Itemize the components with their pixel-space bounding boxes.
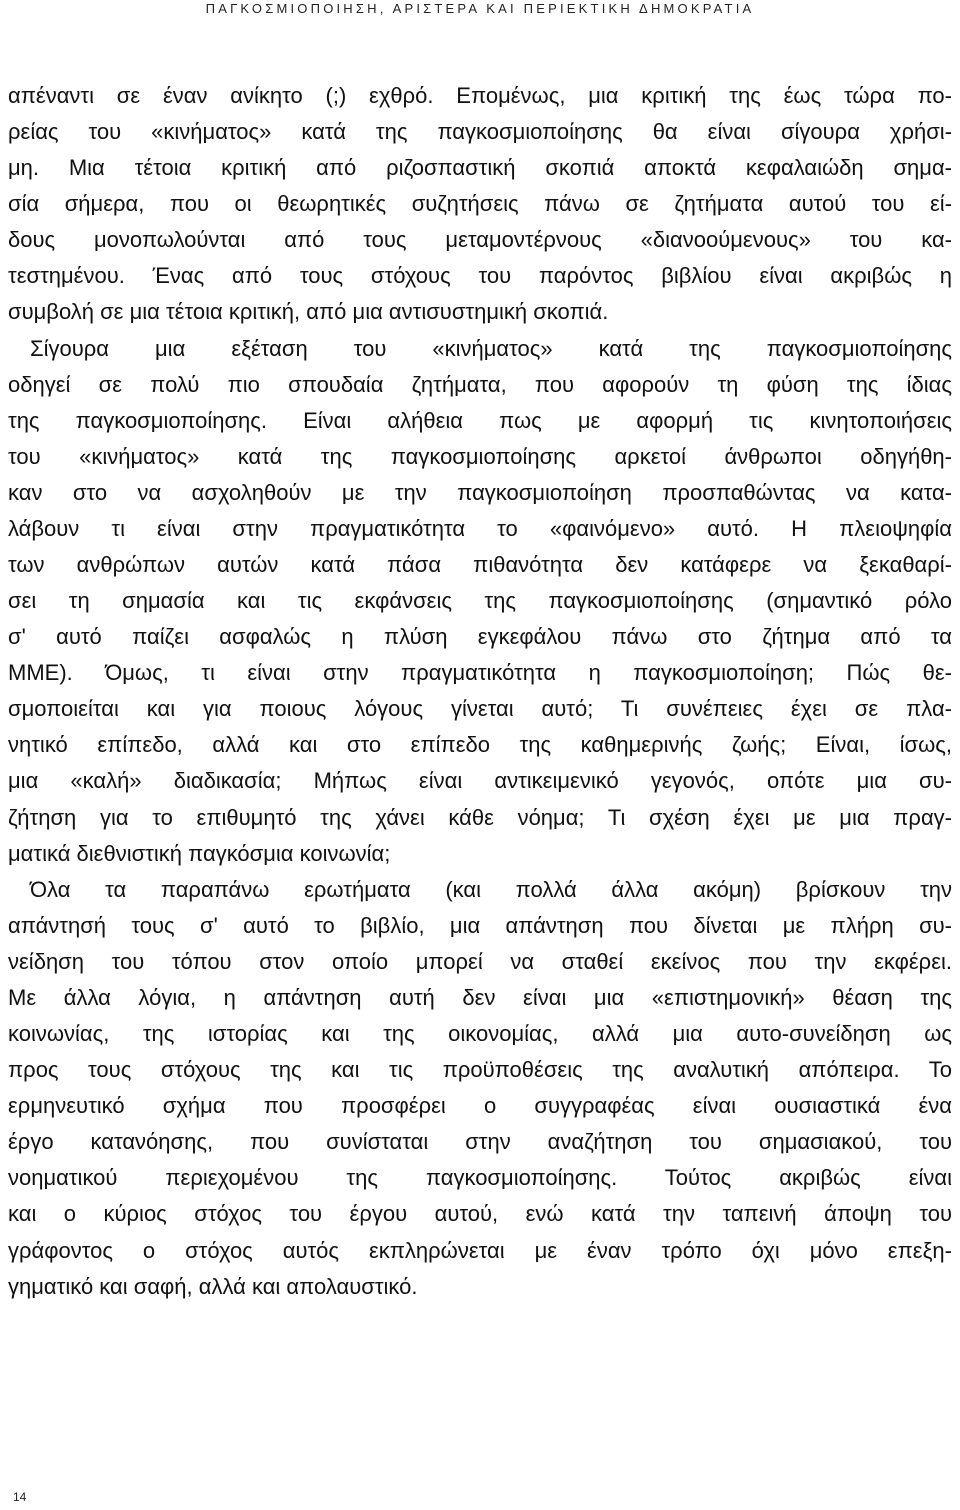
text-line: γράφοντος ο στόχος αυτός εκπληρώνεται με έναν τρόπο όχι μόνο επεξη- bbox=[8, 1237, 952, 1263]
text-line: νείδηση του τόπου στον οποίο μπορεί να σταθεί εκείνος που την εκφέρει. bbox=[8, 948, 952, 974]
text-line: σία σήμερα, που οι θεωρητικές συζητήσεις πάνω σε ζητήματα αυτού του εί- bbox=[8, 191, 952, 217]
text-line: λάβουν τι είναι στην πραγματικότητα το «φαινόμενο» αυτό. Η πλειοψηφία bbox=[8, 515, 952, 541]
text-line: ματικά διεθνιστική παγκόσμια κοινωνία; bbox=[8, 840, 391, 866]
text-line: καν στο να ασχοληθούν με την παγκοσμιοποίηση προσπαθώντας να κατα- bbox=[8, 479, 952, 505]
text-line: νοηματικού περιεχομένου της παγκοσμιοποίησης. Τούτος ακριβώς είναι bbox=[8, 1165, 952, 1191]
text-line: των ανθρώπων αυτών κατά πάσα πιθανότητα δεν κατάφερε να ξεκαθαρί- bbox=[8, 552, 952, 578]
text-line: μη. Μια τέτοια κριτική από ριζοσπαστική σκοπιά αποκτά κεφαλαιώδη σημα- bbox=[8, 155, 952, 181]
text-line: απάντησή τους σ' αυτό το βιβλίο, μια απάντηση που δίνεται με πλήρη συ- bbox=[8, 912, 952, 938]
text-line: δους μονοπωλούνται από τους μεταμοντέρνους «διανοούμενους» του κα- bbox=[8, 227, 952, 253]
text-line: της παγκοσμιοποίησης. Είναι αλήθεια πως με αφορμή τις κινητοποιήσεις bbox=[8, 407, 952, 433]
text-line: συμβολή σε μια τέτοια κριτική, από μια αντισυστημική σκοπιά. bbox=[8, 299, 609, 325]
text-line: ρείας του «κινήματος» κατά της παγκοσμιοποίησης θα είναι σίγουρα χρήσι- bbox=[8, 119, 952, 145]
paragraph-first-line: Όλα τα παραπάνω ερωτήματα (και πολλά άλλα ακόμη) βρίσκουν την bbox=[30, 876, 952, 902]
running-header: ΠΑΓΚΟΣΜΙΟΠΟΙΗΣΗ, ΑΡΙΣΤΕΡΑ ΚΑΙ ΠΕΡΙΕΚΤΙΚΗ ΔΗΜΟΚΡΑΤΙΑ bbox=[205, 1, 755, 16]
text-line: κοινωνίας, της ιστορίας και της οικονομίας, αλλά μια αυτο-συνείδηση ως bbox=[8, 1021, 952, 1047]
text-line: μια «καλή» διαδικασία; Μήπως είναι αντικειμενικό γεγονός, οπότε μια συ- bbox=[8, 768, 952, 794]
text-line: και ο κύριος στόχος του έργου αυτού, ενώ κατά την ταπεινή άποψη του bbox=[8, 1201, 952, 1227]
text-line: γηματικό και σαφή, αλλά και απολαυστικό. bbox=[8, 1273, 418, 1299]
text-line: απέναντι σε έναν ανίκητο (;) εχθρό. Επομένως, μια κριτική της έως τώρα πο- bbox=[8, 83, 952, 108]
paragraph-first-line: Σίγουρα μια εξέταση του «κινήματος» κατά της παγκοσμιοποίησης bbox=[30, 335, 952, 361]
text-line: έργο κατανόησης, που συνίσταται στην αναζήτηση του σημασιακού, του bbox=[8, 1129, 952, 1155]
text-line: του «κινήματος» κατά της παγκοσμιοποίησης αρκετοί άνθρωποι οδηγήθη- bbox=[8, 443, 952, 469]
text-line: τεστημένου. Ένας από τους στόχους του παρόντος βιβλίου είναι ακριβώς η bbox=[8, 263, 952, 289]
text-line: οδηγεί σε πολύ πιο σπουδαία ζητήματα, που αφορούν τη φύση της ίδιας bbox=[8, 371, 952, 397]
text-line: σμοποιείται και για ποιους λόγους γίνεται αυτό; Τι συνέπειες έχει σε πλα- bbox=[8, 696, 952, 722]
text-line: ζήτηση για το επιθυμητό της χάνει κάθε νόημα; Τι σχέση έχει με μια πραγ- bbox=[8, 804, 952, 830]
text-line: Με άλλα λόγια, η απάντηση αυτή δεν είναι μια «επιστημονική» θέαση της bbox=[8, 984, 952, 1010]
text-line: ερμηνευτικό σχήμα που προσφέρει ο συγγραφέας είναι ουσιαστικά ένα bbox=[8, 1093, 952, 1119]
text-line: προς τους στόχους της και τις προϋποθέσεις της αναλυτική απόπειρα. Το bbox=[8, 1057, 952, 1083]
text-line: ΜΜΕ). Όμως, τι είναι στην πραγματικότητα η παγκοσμιοποίηση; Πώς θε- bbox=[8, 660, 952, 686]
text-line: σ' αυτό παίζει ασφαλώς η πλύση εγκεφάλου πάνω στο ζήτημα από τα bbox=[8, 624, 952, 650]
body-text bbox=[8, 78, 952, 1305]
page-number: 14 bbox=[13, 1490, 27, 1504]
text-line: σει τη σημασία και τις εκφάνσεις της παγκοσμιοποίησης (σημαντικό ρόλο bbox=[8, 588, 952, 614]
text-line: νητικό επίπεδο, αλλά και στο επίπεδο της καθημερινής ζωής; Είναι, ίσως, bbox=[8, 732, 952, 758]
